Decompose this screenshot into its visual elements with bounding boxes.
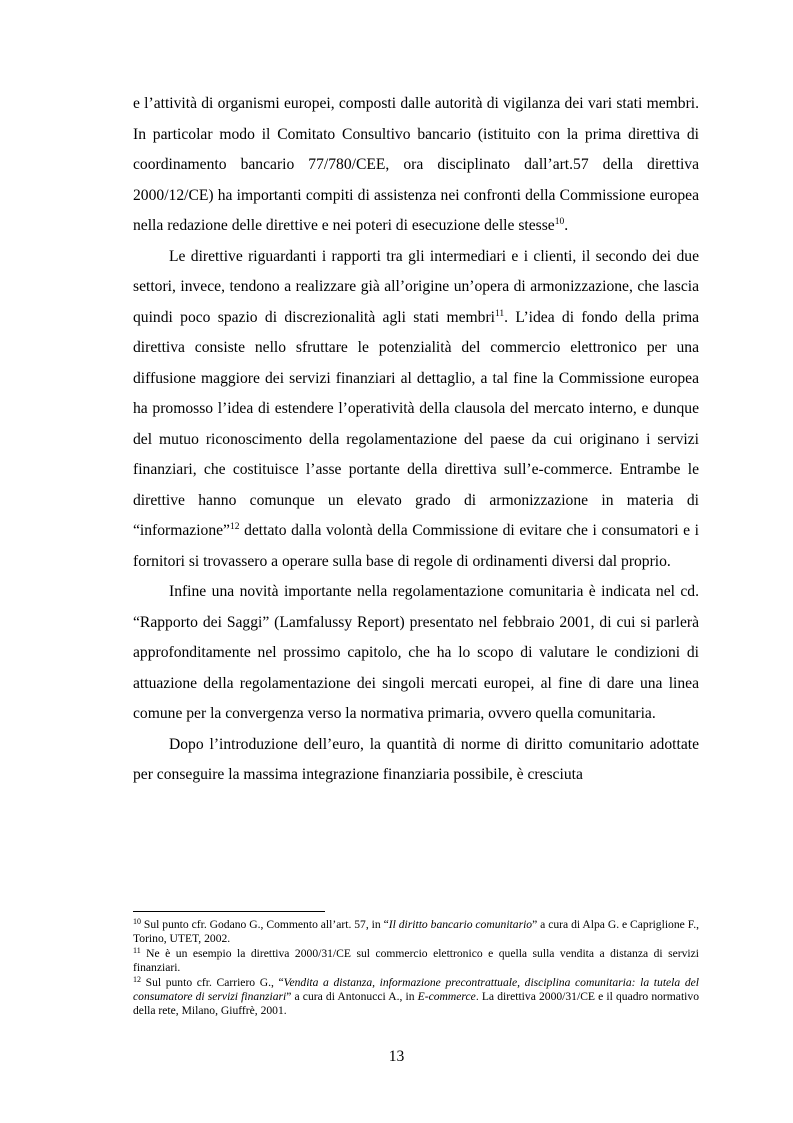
italic-text: Il diritto bancario comunitario	[388, 918, 533, 931]
text-run: Ne è un esempio la direttiva 2000/31/CE sul commercio elettronico e quella sulla vendita a distanza di servizi finanziari.	[133, 946, 699, 975]
footnote-separator	[133, 911, 325, 912]
footnote	[133, 976, 699, 1019]
page-number: 13	[388, 1048, 405, 1065]
footnote-ref: 12	[229, 522, 240, 532]
text-run: Le direttive riguardanti i rapporti tra gli intermediari e i clienti, il secondo dei due settori, invece, tendono a realizzare già all’origine un’opera di armonizzazione, che lascia quindi poco spazio di discrezionalità agli stati membri	[133, 247, 699, 326]
text-run: .	[564, 217, 569, 234]
footnote-ref: 10	[554, 217, 565, 227]
paragraph	[133, 730, 699, 791]
text-run: Sul punto cfr. Carriero G., “	[141, 975, 284, 989]
text-run: . L’idea di fondo della prima direttiva consiste nello sfruttare le potenzialità del commercio elettronico per una diffusione maggiore dei servizi finanziari al dettaglio, a tal fine la Commissione europea ha promosso l’idea di estendere l’operatività della clausola del mercato interno, e dunque del mutuo riconoscimento della regolamentazione del paese da cui originano i servizi finanziari, che costituisce l’asse portante della direttiva sull’e-commerce. Entrambe le direttive hanno comunque un elevato grado di armonizzazione in materia di “informazione”	[133, 308, 699, 539]
text-run: e l’attività di organismi europei, composti dalle autorità di vigilanza dei vari stati membri. In particolar modo il Comitato Consultivo bancario (istituito con la prima direttiva di coordinamento bancario 77/780/CEE, ora disciplinato dall’art.57 della direttiva 2000/12/CE) ha importanti compiti di assistenza nei confronti della Commissione europea nella redazione delle direttive e nei poteri di esecuzione delle stesse	[133, 95, 699, 234]
paragraph	[133, 89, 699, 242]
footnote-ref: 11	[495, 308, 505, 319]
footnote-ref: 12	[133, 974, 141, 984]
text-run: Infine una novità importante nella regolamentazione comunitaria è indicata nel cd. “Rapporto dei Saggi” (Lamfalussy Report) presentato nel febbraio 2001, di cui si parlerà approfonditamente nel prossimo capitolo, che ha lo scopo di valutare le condizioni di attuazione della regolamentazione dei singoli mercati europei, al fine di dare una linea comune per la convergenza verso la normativa primaria, ovvero quella comunitaria.	[133, 583, 699, 722]
footnotes	[133, 918, 699, 1019]
text-run: ” a cura di Antonucci A., in	[286, 990, 418, 1004]
italic-text: E-commerce	[417, 990, 476, 1004]
footnote-ref: 10	[133, 917, 141, 926]
paragraph	[133, 242, 699, 578]
text-run: ” a cura di Alpa G. e Capriglione F., Torino, UTET, 2002.	[133, 918, 700, 946]
footnote-ref: 11	[133, 945, 141, 955]
italic-text: Vendita a distanza, informazione precontrattuale, disciplina comunitaria: la tutela del consumatore di servizi finanziari	[133, 975, 699, 1004]
page-content	[133, 89, 699, 791]
paragraph	[133, 577, 699, 730]
text-run: dettato dalla volontà della Commissione di evitare che i consumatori e i fornitori si trovassero a operare sulla base di regole di ordinamenti diversi dal proprio.	[133, 522, 699, 570]
footnote	[133, 947, 699, 976]
text-run: Dopo l’introduzione dell’euro, la quantità di norme di diritto comunitario adottate per conseguire la massima integrazione finanziaria possibile, è cresciuta	[133, 735, 699, 783]
text-run: . La direttiva 2000/31/CE e il quadro normativo della rete, Milano, Giuffrè, 2001.	[133, 990, 699, 1018]
body-text	[133, 89, 699, 791]
footnote	[133, 918, 699, 947]
text-run: Sul punto cfr. Godano G., Commento all’art. 57, in “	[141, 918, 389, 931]
